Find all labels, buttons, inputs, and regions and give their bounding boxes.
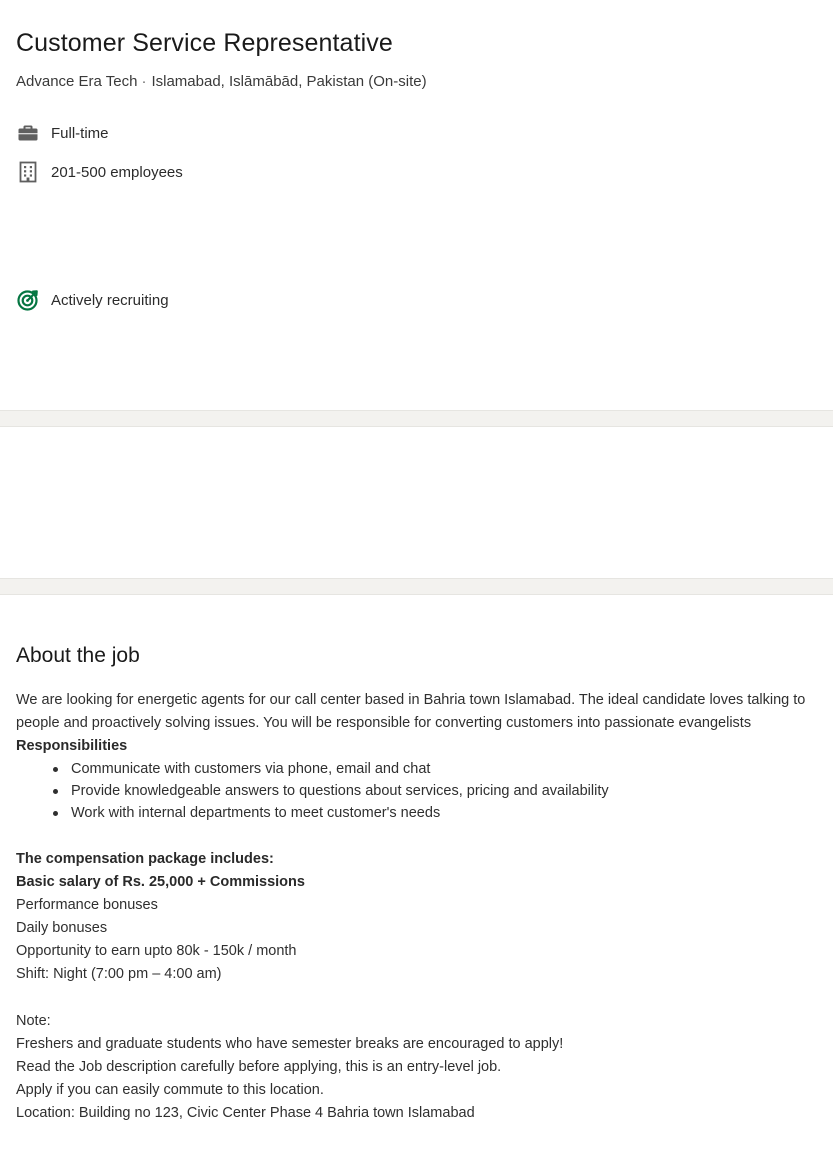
blank-card	[0, 427, 833, 578]
about-heading: About the job	[16, 644, 140, 667]
note-item: Location: Building no 123, Civic Center Phase 4 Bahria town Islamabad	[16, 1105, 475, 1121]
subtitle-separator: ·	[141, 73, 147, 90]
recruiting-status-insight	[16, 287, 169, 313]
about-the-job-section	[0, 595, 833, 1160]
job-top-card	[0, 0, 833, 410]
job-title: Customer Service Representative	[16, 29, 393, 57]
employment-type-insight	[16, 120, 109, 146]
recruiting-status-text: Actively recruiting	[51, 291, 169, 309]
list-item: Communicate with customers via phone, email and chat	[16, 758, 816, 780]
compensation-item: Shift: Night (7:00 pm – 4:00 am)	[16, 966, 222, 982]
briefcase-icon	[16, 121, 40, 145]
responsibilities-heading: Responsibilities	[16, 738, 128, 754]
list-item: Provide knowledgeable answers to questions about services, pricing and availability	[16, 780, 816, 802]
section-divider	[0, 578, 833, 595]
compensation-item: Opportunity to earn upto 80k - 150k / month	[16, 943, 297, 959]
company-size-insight	[16, 159, 183, 185]
basic-salary: Basic salary of Rs. 25,000 + Commissions	[16, 874, 305, 890]
company-size-text: 201-500 employees	[51, 163, 183, 181]
responsibilities-list	[16, 758, 816, 824]
employment-type-text: Full-time	[51, 124, 109, 142]
job-description	[16, 689, 816, 1125]
compensation-item: Performance bonuses	[16, 897, 158, 913]
job-subtitle	[16, 73, 427, 90]
note-item: Freshers and graduate students who have semester breaks are encouraged to apply!	[16, 1036, 564, 1052]
target-icon	[16, 288, 40, 312]
note-item: Read the Job description carefully before applying, this is an entry-level job.	[16, 1059, 502, 1075]
list-item: Work with internal departments to meet customer's needs	[16, 802, 816, 824]
section-divider	[0, 410, 833, 427]
intro-paragraph: We are looking for energetic agents for our call center based in Bahria town Islamabad. The ideal candidate loves talking to people and proactively solving issues. You will be responsible for converting customers into passionate evangelists	[16, 692, 806, 731]
note-item: Apply if you can easily commute to this location.	[16, 1082, 324, 1098]
compensation-heading: The compensation package includes:	[16, 851, 274, 867]
building-icon	[16, 160, 40, 184]
company-name-link[interactable]: Advance Era Tech	[16, 73, 138, 90]
note-heading: Note:	[16, 1013, 51, 1029]
compensation-item: Daily bonuses	[16, 920, 108, 936]
job-location: Islamabad, Islāmābād, Pakistan (On-site)	[151, 73, 427, 90]
